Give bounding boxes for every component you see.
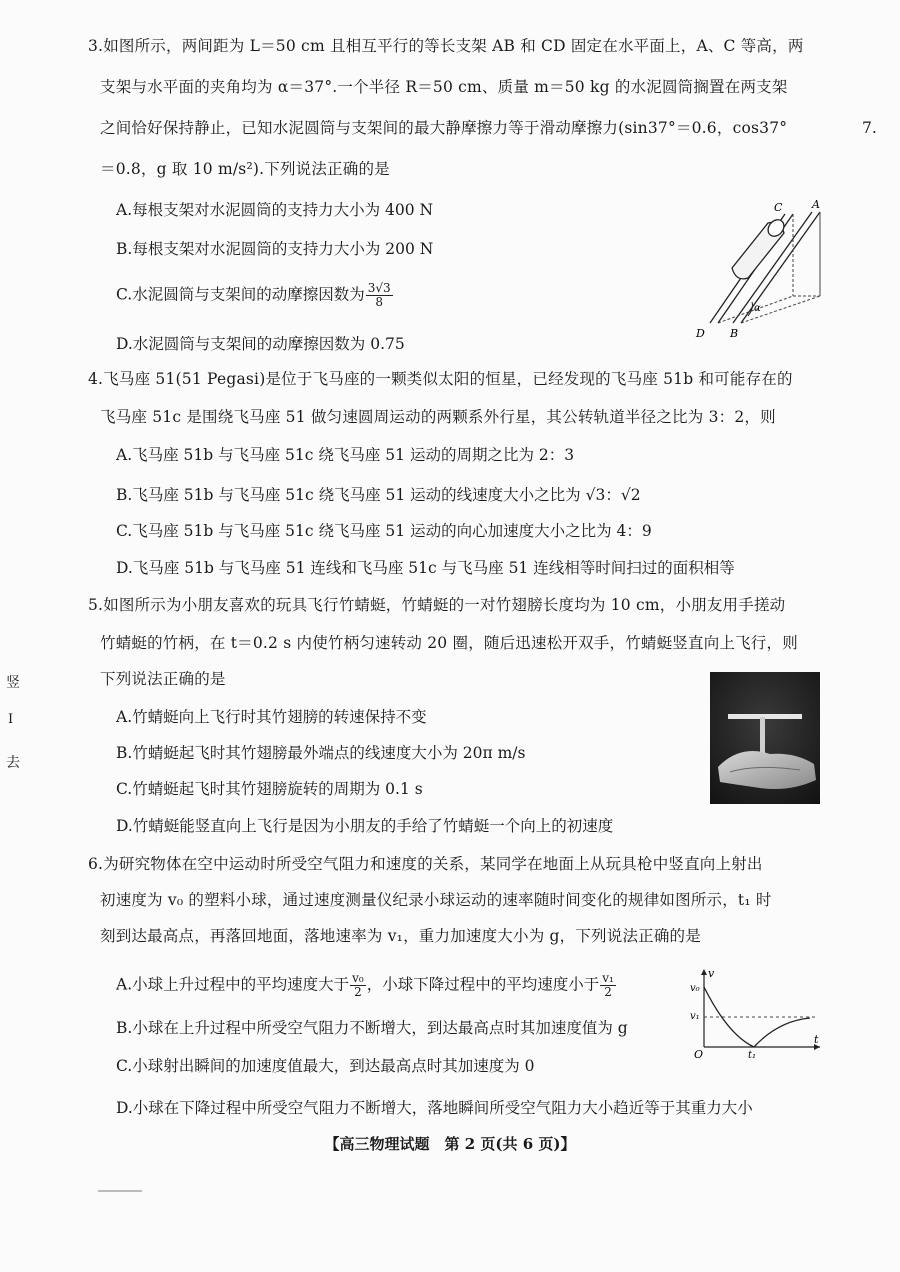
q4-stem-line2: 飞马座 51c 是围绕飞马座 51 做匀速圆周运动的两颗系外行星，其公转轨道半径之比为 3：2，则 [100,408,776,426]
q3-option-c-fraction: $\frac{3√3}{8}$ [367,281,391,309]
label-c: C [774,201,783,214]
q3-stem-line3: 之间恰好保持静止，已知水泥圆筒与支架间的最大静摩擦力等于滑动摩擦力(sin37°＝0.6，cos37° [100,119,788,137]
v1-label: v₁ [690,1011,700,1022]
label-alpha: α [754,303,761,314]
t1-label: t₁ [748,1050,757,1060]
q5-option-c: C.竹蜻蜓起飞时其竹翅膀旋转的周期为 0.1 s [116,780,423,798]
q3-option-b: B.每根支架对水泥圆筒的支持力大小为 200 N [116,240,434,258]
side-mark-2: I [8,712,14,727]
q3-option-a: A.每根支架对水泥圆筒的支持力大小为 400 N [116,201,434,219]
v0-label: v₀ [690,983,700,994]
velocity-time-graph [688,965,828,1060]
q6-option-b: B.小球在上升过程中所受空气阻力不断增大，到达最高点时其加速度值为 g [116,1019,628,1037]
q4-option-d: D.飞马座 51b 与飞马座 51 连线和飞马座 51c 与飞马座 51 连线相等时间扫过的面积相等 [116,559,735,577]
q3-stem-line1: 3.如图所示，两间距为 L＝50 cm 且相互平行的等长支架 AB 和 CD 固定在水平面上，A、C 等高，两 [88,37,804,55]
q6-option-a [116,972,617,999]
scan-artifact [98,1190,142,1192]
q6-stem-line1: 6.为研究物体在空中运动时所受空气阻力和速度的关系，某同学在地面上从玩具枪中竖直向上射出 [88,855,763,873]
label-d: D [696,327,705,340]
q3-option-c-text: C.水泥圆筒与支架间的动摩擦因数为 [116,285,365,304]
q6-option-a-text2: ，小球下降过程中的平均速度小于 [366,975,600,994]
q5-option-b: B.竹蜻蜓起飞时其竹翅膀最外端点的线速度大小为 20π m/s [116,744,526,762]
margin-number: 7. [862,119,877,137]
origin-label: O [694,1048,704,1060]
q6-option-a-text1: A.小球上升过程中的平均速度大于 [116,975,350,994]
q4-option-a: A.飞马座 51b 与飞马座 51c 绕飞马座 51 运动的周期之比为 2：3 [116,446,575,464]
q3-stem-line2: 支架与水平面的夹角均为 α＝37°.一个半径 R＝50 cm、质量 m＝50 kg 的水泥圆筒搁置在两支架 [100,78,788,96]
q6-stem-line3: 刻到达最高点，再落回地面，落地速率为 v₁，重力加速度大小为 g，下列说法正确的是 [100,927,701,945]
q5-stem-line3: 下列说法正确的是 [100,670,226,688]
q3-stem-line4: ＝0.8，g 取 10 m/s²).下列说法正确的是 [100,160,390,178]
q5-stem-line2: 竹蜻蜓的竹柄，在 t＝0.2 s 内使竹柄匀速转动 20 圈，随后迅速松开双手，竹蜻蜓竖直向上飞行，则 [100,634,798,652]
q3-option-c [116,282,394,309]
q6-option-c: C.小球射出瞬间的加速度值最大，到达最高点时其加速度为 0 [116,1057,535,1075]
page-footer: 【高三物理试题 第 2 页(共 6 页)】 [324,1135,576,1153]
q6-stem-line2: 初速度为 v₀ 的塑料小球，通过速度测量仪纪录小球运动的速率随时间变化的规律如图所示，t₁ 时 [100,891,772,909]
q6-option-d: D.小球在下降过程中所受空气阻力不断增大，落地瞬间所受空气阻力大小趋近等于其重力大小 [116,1099,753,1117]
q3-incline-figure [690,198,830,343]
q6-option-a-fraction2: $\frac{\text{v₁}}{2}$ [602,971,614,999]
q5-option-a: A.竹蜻蜓向上飞行时其竹翅膀的转速保持不变 [116,708,427,726]
q4-option-c: C.飞马座 51b 与飞马座 51c 绕飞马座 51 运动的向心加速度大小之比为 4：9 [116,522,652,540]
bamboo-dragonfly-photo [710,672,820,804]
q6-option-a-fraction1: $\frac{\text{v₀}}{2}$ [352,971,364,999]
q4-option-b: B.飞马座 51b 与飞马座 51c 绕飞马座 51 运动的线速度大小之比为 √3：√2 [116,486,641,504]
label-b: B [730,327,739,340]
axis-t-label: t [814,1033,819,1046]
axis-v-label: v [708,967,715,980]
side-mark-1: 竖 [6,675,20,691]
q4-stem-line1: 4.飞马座 51(51 Pegasi)是位于飞马座的一颗类似太阳的恒星，已经发现的飞马座 51b 和可能存在的 [88,370,793,388]
label-a: A [812,198,820,211]
q5-option-d: D.竹蜻蜓能竖直向上飞行是因为小朋友的手给了竹蜻蜓一个向上的初速度 [116,817,614,835]
q3-option-d: D.水泥圆筒与支架间的动摩擦因数为 0.75 [116,335,405,353]
q5-stem-line1: 5.如图所示为小朋友喜欢的玩具飞行竹蜻蜓，竹蜻蜓的一对竹翅膀长度均为 10 cm，小朋友用手搓动 [88,596,786,614]
side-mark-3: 去 [6,755,20,771]
